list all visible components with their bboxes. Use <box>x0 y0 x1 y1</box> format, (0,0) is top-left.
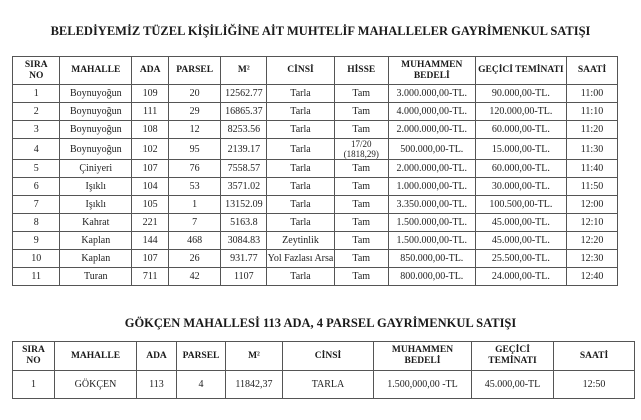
cell-cinsi: Tarla <box>267 85 334 103</box>
table-row <box>13 160 618 178</box>
cell-mahalle: Boynuyoğun <box>60 85 132 103</box>
cell-cinsi: Zeytinlik <box>267 232 334 250</box>
cell-hisse: Tam <box>334 196 388 214</box>
table-row <box>13 103 618 121</box>
cell-cinsi: Tarla <box>267 139 334 160</box>
cell-mahalle: Kaplan <box>60 232 132 250</box>
cell-sira-no: 1 <box>13 371 55 399</box>
cell-gecici-teminati: 24.000,00-TL. <box>475 268 566 286</box>
table1-title: BELEDİYEMİZ TÜZEL KİŞİLİĞİNE AİT MUHTELİF MAHALLELER GAYRİMENKUL SATIŞI <box>50 24 591 38</box>
header-mahalle: MAHALLE <box>55 342 137 371</box>
cell-saati: 12:10 <box>567 214 618 232</box>
cell-parsel: 95 <box>169 139 221 160</box>
cell-hisse: 17/20 (1818,29) <box>334 139 388 160</box>
cell-parsel: 53 <box>169 178 221 196</box>
cell-cinsi: Tarla <box>267 178 334 196</box>
cell-hisse: Tam <box>334 103 388 121</box>
cell-sira-no: 6 <box>13 178 60 196</box>
cell-sira-no: 4 <box>13 139 60 160</box>
cell-muhammen-bedeli: 2.000.000,00-TL. <box>388 121 475 139</box>
cell-muhammen-bedeli: 800.000,00-TL. <box>388 268 475 286</box>
cell-gecici-teminati: 60.000,00-TL. <box>475 121 566 139</box>
cell-m2: 931.77 <box>221 250 267 268</box>
cell-muhammen-bedeli: 1.500.000,00-TL. <box>388 214 475 232</box>
cell-ada: 105 <box>132 196 169 214</box>
cell-hisse: Tam <box>334 268 388 286</box>
cell-saati: 11:20 <box>567 121 618 139</box>
cell-ada: 108 <box>132 121 169 139</box>
cell-saati: 12:50 <box>554 371 635 399</box>
cell-hisse: Tam <box>334 250 388 268</box>
cell-cinsi: Tarla <box>267 268 334 286</box>
header-gecici-teminati: GEÇİCİ TEMİNATI <box>472 342 554 371</box>
cell-hisse: Tam <box>334 85 388 103</box>
cell-parsel: 29 <box>169 103 221 121</box>
table-row <box>13 250 618 268</box>
cell-m2: 3084.83 <box>221 232 267 250</box>
cell-gecici-teminati: 90.000,00-TL. <box>475 85 566 103</box>
header-saati: SAATİ <box>554 342 635 371</box>
header-parsel: PARSEL <box>169 57 221 85</box>
cell-mahalle: Turan <box>60 268 132 286</box>
cell-gecici-teminati: 120.000,00-TL. <box>475 103 566 121</box>
cell-sira-no: 1 <box>13 85 60 103</box>
cell-mahalle: Kaplan <box>60 250 132 268</box>
cell-sira-no: 7 <box>13 196 60 214</box>
cell-sira-no: 5 <box>13 160 60 178</box>
cell-gecici-teminati: 100.500,00-TL. <box>475 196 566 214</box>
table-row <box>13 121 618 139</box>
cell-m2: 16865.37 <box>221 103 267 121</box>
cell-ada: 113 <box>137 371 177 399</box>
cell-gecici-teminati: 45.000,00-TL. <box>475 214 566 232</box>
header-saati: SAATİ <box>567 57 618 85</box>
cell-m2: 1107 <box>221 268 267 286</box>
cell-m2: 13152.09 <box>221 196 267 214</box>
table-row <box>13 214 618 232</box>
cell-mahalle: Işıklı <box>60 196 132 214</box>
cell-mahalle: Boynuyoğun <box>60 139 132 160</box>
cell-muhammen-bedeli: 3.350.000,00-TL. <box>388 196 475 214</box>
cell-saati: 11:40 <box>567 160 618 178</box>
cell-parsel: 4 <box>177 371 226 399</box>
cell-mahalle: GÖKÇEN <box>55 371 137 399</box>
header-mahalle: MAHALLE <box>60 57 132 85</box>
table-header-row <box>13 57 618 85</box>
cell-gecici-teminati: 60.000,00-TL. <box>475 160 566 178</box>
header-cinsi: CİNSİ <box>267 57 334 85</box>
cell-cinsi: Tarla <box>267 121 334 139</box>
cell-parsel: 26 <box>169 250 221 268</box>
cell-cinsi: Tarla <box>267 103 334 121</box>
cell-cinsi: Tarla <box>267 160 334 178</box>
cell-ada: 109 <box>132 85 169 103</box>
cell-mahalle: Işıklı <box>60 178 132 196</box>
cell-ada: 102 <box>132 139 169 160</box>
cell-gecici-teminati: 45.000,00-TL <box>472 371 554 399</box>
cell-gecici-teminati: 15.000,00-TL. <box>475 139 566 160</box>
table-row <box>13 371 635 399</box>
header-sira-no: SIRA NO <box>13 342 55 371</box>
cell-saati: 12:40 <box>567 268 618 286</box>
parcel-sales-table <box>12 56 618 286</box>
cell-mahalle: Boynuyoğun <box>60 121 132 139</box>
cell-hisse: Tam <box>334 178 388 196</box>
cell-parsel: 1 <box>169 196 221 214</box>
table-row <box>13 196 618 214</box>
header-muhammen-bedeli: MUHAMMEN BEDELİ <box>388 57 475 85</box>
cell-sira-no: 8 <box>13 214 60 232</box>
cell-muhammen-bedeli: 2.000.000,00-TL. <box>388 160 475 178</box>
cell-muhammen-bedeli: 3.000.000,00-TL. <box>388 85 475 103</box>
cell-muhammen-bedeli: 1.500,000,00 -TL <box>374 371 472 399</box>
cell-muhammen-bedeli: 1.500.000,00-TL. <box>388 232 475 250</box>
cell-hisse: Tam <box>334 232 388 250</box>
header-m2: M² <box>226 342 283 371</box>
cell-saati: 12:00 <box>567 196 618 214</box>
header-sira-no: SIRA NO <box>13 57 60 85</box>
cell-parsel: 7 <box>169 214 221 232</box>
cell-parsel: 20 <box>169 85 221 103</box>
cell-m2: 5163.8 <box>221 214 267 232</box>
cell-ada: 107 <box>132 160 169 178</box>
header-ada: ADA <box>137 342 177 371</box>
cell-m2: 2139.17 <box>221 139 267 160</box>
gokcen-sale-table <box>12 341 635 399</box>
table-row <box>13 232 618 250</box>
table2-title: GÖKÇEN MAHALLESİ 113 ADA, 4 PARSEL GAYRİMENKUL SATIŞI <box>124 316 517 330</box>
cell-sira-no: 11 <box>13 268 60 286</box>
cell-ada: 107 <box>132 250 169 268</box>
cell-hisse: Tam <box>334 121 388 139</box>
header-parsel: PARSEL <box>177 342 226 371</box>
cell-ada: 144 <box>132 232 169 250</box>
cell-gecici-teminati: 25.500,00-TL. <box>475 250 566 268</box>
cell-muhammen-bedeli: 1.000.000,00-TL. <box>388 178 475 196</box>
cell-hisse: Tam <box>334 160 388 178</box>
table-row <box>13 85 618 103</box>
table-header-row <box>13 342 635 371</box>
cell-sira-no: 2 <box>13 103 60 121</box>
cell-parsel: 76 <box>169 160 221 178</box>
table-row <box>13 178 618 196</box>
cell-cinsi: Tarla <box>267 196 334 214</box>
cell-sira-no: 9 <box>13 232 60 250</box>
cell-hisse: Tam <box>334 214 388 232</box>
cell-cinsi: Tarla <box>267 214 334 232</box>
cell-m2: 8253.56 <box>221 121 267 139</box>
cell-muhammen-bedeli: 500.000,00-TL. <box>388 139 475 160</box>
cell-mahalle: Çiniyeri <box>60 160 132 178</box>
cell-ada: 104 <box>132 178 169 196</box>
header-ada: ADA <box>132 57 169 85</box>
cell-gecici-teminati: 45.000,00-TL. <box>475 232 566 250</box>
cell-m2: 3571.02 <box>221 178 267 196</box>
header-cinsi: CİNSİ <box>283 342 374 371</box>
header-hisse: HİSSE <box>334 57 388 85</box>
table-row <box>13 268 618 286</box>
cell-saati: 11:50 <box>567 178 618 196</box>
cell-sira-no: 10 <box>13 250 60 268</box>
cell-gecici-teminati: 30.000,00-TL. <box>475 178 566 196</box>
cell-mahalle: Boynuyoğun <box>60 103 132 121</box>
cell-saati: 11:30 <box>567 139 618 160</box>
cell-sira-no: 3 <box>13 121 60 139</box>
cell-saati: 12:20 <box>567 232 618 250</box>
cell-ada: 221 <box>132 214 169 232</box>
cell-saati: 11:00 <box>567 85 618 103</box>
cell-saati: 12:30 <box>567 250 618 268</box>
cell-m2: 12562.77 <box>221 85 267 103</box>
cell-muhammen-bedeli: 4.000,000,00-TL. <box>388 103 475 121</box>
cell-ada: 711 <box>132 268 169 286</box>
cell-m2: 11842,37 <box>226 371 283 399</box>
cell-muhammen-bedeli: 850.000,00-TL. <box>388 250 475 268</box>
header-gecici-teminati: GEÇİCİ TEMİNATI <box>475 57 566 85</box>
cell-parsel: 42 <box>169 268 221 286</box>
cell-ada: 111 <box>132 103 169 121</box>
cell-parsel: 12 <box>169 121 221 139</box>
cell-m2: 7558.57 <box>221 160 267 178</box>
header-muhammen-bedeli: MUHAMMEN BEDELİ <box>374 342 472 371</box>
cell-parsel: 468 <box>169 232 221 250</box>
cell-saati: 11:10 <box>567 103 618 121</box>
cell-mahalle: Kahrat <box>60 214 132 232</box>
table-row <box>13 139 618 160</box>
cell-cinsi: Yol Fazlası Arsa <box>267 250 334 268</box>
cell-cinsi: TARLA <box>283 371 374 399</box>
header-m2: M² <box>221 57 267 85</box>
